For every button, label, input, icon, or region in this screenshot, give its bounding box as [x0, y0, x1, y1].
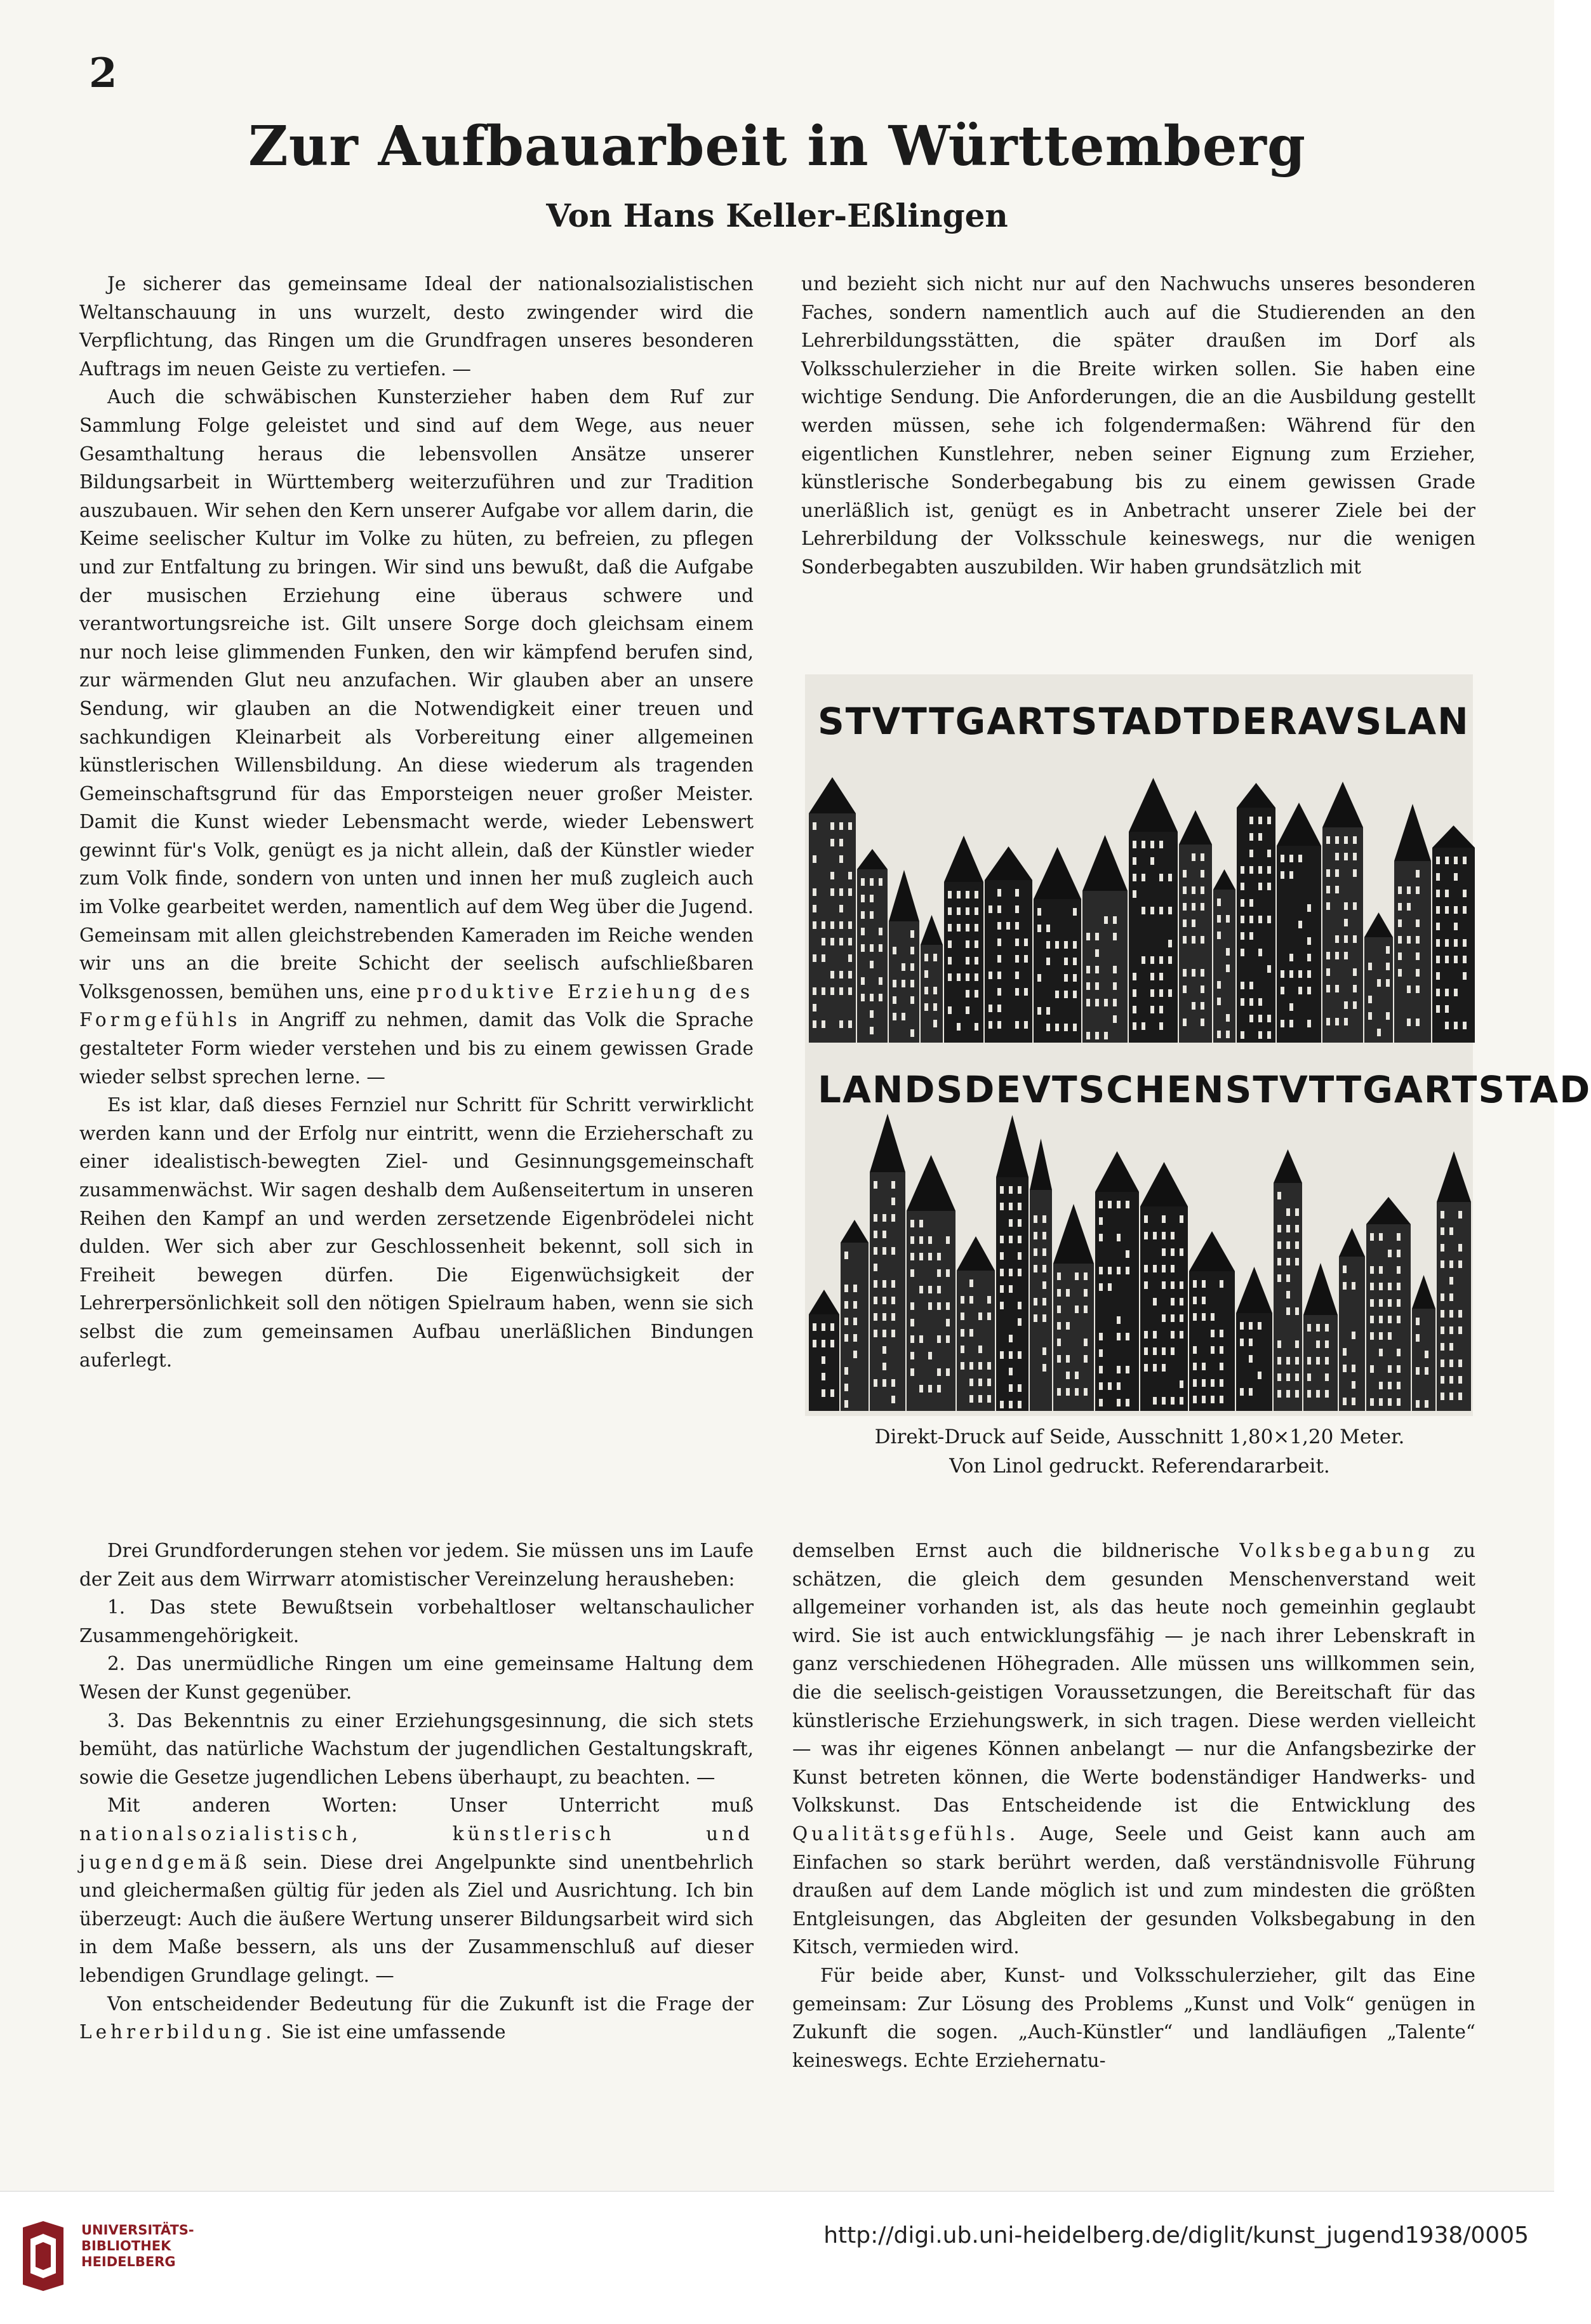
- skyline-building: [1303, 1263, 1338, 1411]
- paragraph-text: Von entscheidender Bedeutung für die Zukunft ist die Frage der: [107, 1993, 754, 2015]
- skyline-building: [1213, 869, 1235, 1043]
- paragraph-text: Mit anderen Worten: Unser Unterricht muß: [107, 1794, 754, 1817]
- spaced-emphasis: Lehrerbildung.: [79, 2021, 276, 2043]
- paragraph: Es ist klar, daß dieses Fernziel nur Schritt für Schritt verwirklicht werden kann und der Erfolg nur eintritt, wenn die Erzieherschaft zu einer idealistisch-bewegten Ziel- und Gesinnungsgemeinschaft zusammenwächst. Wir sagen deshalb dem Außenseitertum in unseren Reihen den Kampf an und werden zersetzende Eigenbrödelei nicht dulden. Wer sich aber zur Geschlossenheit bekennt, soll sich in Freiheit bewegen dürfen. Die Eigenwüchsigkeit der Lehrerpersönlichkeit soll den nötigen Spielraum haben, wenn sie sich selbst die zum gemeinsamen Aufbau unerläßlichen Bindungen auferlegt.: [79, 1094, 754, 1371]
- skyline-building: [889, 870, 919, 1043]
- library-logo-text: [81, 2222, 194, 2270]
- paragraph-text: zu schätzen, die gleich dem gesunden Menschenverstand weit allgemeiner vorhanden ist, als das heute noch gemeinhin geglaubt wird. Sie ist auch entwicklungsfähig — je nach ihrer Lebenskraft in ganz verschiedenen Höhegraden. Alle müssen uns willkommen sein, die die seelisch-geistigen Voraussetzungen, die Bereitschaft für das künstlerische Erziehungswerk, in sich tragen. Diese werden vielleicht — was ihr eigenes Können anbelangt — nur die Anfangsbezirke der Kunst betreten können, die Werte bodenständiger Handwerks- und Volkskunst. Das Entscheidende ist die Entwicklung des: [792, 1540, 1475, 1817]
- skyline-building: [1322, 782, 1363, 1043]
- caption-line: Von Linol gedruckt. Referendararbeit.: [949, 1455, 1330, 1478]
- skyline-building: [1277, 803, 1321, 1043]
- artwork-lettering-row-2: [805, 1068, 1591, 1111]
- skyline-building: [1053, 1204, 1094, 1411]
- skyline-building: [1237, 783, 1275, 1043]
- skyline-building: [1034, 847, 1081, 1043]
- text-column-left-bottom: [79, 1537, 754, 2047]
- paragraph: und bezieht sich nicht nur auf den Nachwuchs unseres besonderen Faches, sondern namentlich auch auf die Studierenden an den Lehrerbildungsstätten, die später draußen im Dorf als Volksschulerzieher in die Breite wirken sollen. Sie haben eine wichtige Sendung. Die Anforderungen, die an die Ausbildung gestellt werden müssen, sehe ich folgendermaßen: Während für den eigentlichen Kunstlehrer, neben seiner Eignung zum Erzieher, künstlerische Sonderbegabung bis zu einem gewissen Grade unerläßlich ist, genügt es in Anbetracht unserer Ziele bei der Lehrerbildung der Volksschule keineswegs, nur die wenigen Sonderbegabten auszubilden. Wir haben grundsätzlich mit: [801, 273, 1475, 578]
- skyline-building: [996, 1115, 1028, 1411]
- skyline-building: [921, 915, 943, 1043]
- text-column-left-top: [79, 270, 754, 1374]
- figure-caption: [787, 1422, 1492, 1481]
- paragraph: Je sicherer das gemeinsame Ideal der nationalsozialistischen Weltanschauung in uns wurzelt, desto zwingender wird die Verpflichtung, das Ringen um die Grundfragen unseres besonderen Auftrags im neuen Geiste zu vertiefen. —: [79, 273, 754, 380]
- skyline-building: [1364, 912, 1393, 1043]
- spaced-emphasis: nationalsozialistisch, künstlerisch und jugendgemäß: [79, 1822, 754, 1873]
- skyline-building: [1412, 1275, 1435, 1411]
- paragraph: Drei Grundforderungen stehen vor jedem. Sie müssen uns im Laufe der Zeit aus dem Wirrwarr atomistischer Vereinzelung herausheben:: [79, 1540, 754, 1590]
- skyline-building: [1274, 1149, 1302, 1411]
- paragraph-text: in Angriff zu nehmen, damit das Volk die Sprache gestalteter Form wieder verstehen und bis zu einem gewissen Grade wieder selbst sprechen lerne. —: [79, 1009, 754, 1088]
- page-number: 2: [89, 50, 117, 97]
- skyline-building: [985, 846, 1032, 1043]
- skyline-building: [1030, 1139, 1052, 1411]
- skyline-building: [870, 1114, 905, 1411]
- skyline-building: [1189, 1231, 1235, 1411]
- list-item: 1. Das stete Bewußtsein vorbehaltloser weltanschaulicher Zusammengehörigkeit.: [79, 1596, 754, 1646]
- skyline-building: [907, 1155, 955, 1411]
- paragraph: [79, 1791, 754, 1989]
- paragraph-text: Auch die schwäbischen Kunsterzieher haben dem Ruf zur Sammlung Folge geleistet und sind auf dem Wege, aus neuer Gesamthaltung heraus die lebensvollen Ansätze unserer Bildungsarbeit in Württemberg weiterzuführen und zur Tradition auszubauen. Wir sehen den Kern unserer Aufgabe vor allem darin, die Keime seelischer Kultur im Volke zu hüten, zu befreien, zu pflegen und zur Entfaltung zu bringen. Wir sind uns bewußt, daß die Aufgabe der musischen Erziehung eine überaus schwere und verantwortungsreiche ist. Gilt unsere Sorge doch gleichsam einem nur noch leise glimmenden Funken, den wir kämpfend berufen sind, zur wärmenden Glut neu anzufachen. Wir glauben aber an unsere Sendung, wir glauben an die Notwendigkeit einer treuen und sachkundigen Kleinarbeit als Vorbereitung einer allgemeinen künstlerischen Willensbildung. An diese wiederum als tragenden Gemeinschaftsgrund für das Emporsteigen neuer großer Meister. Damit die Kunst wieder Lebensmacht werde, wieder Lebenswert gewinnt für's Volk, genügt es ja nicht allein, daß der Künstler wieder zum Volk finde, sondern von unten und innen her muß zugleich auch im Volke gearbeitet werden, namentlich auf dem Weg über die Jugend. Gemeinsam mit allen gleichstrebenden Kameraden im Reiche wenden wir uns an die breite Schicht der seelisch aufschließbaren Volksgenossen, bemühen uns, eine: [79, 386, 754, 1003]
- city-skyline-illustration: [805, 744, 1473, 1043]
- text-column-right-top: [801, 270, 1475, 582]
- spaced-emphasis: Qualitätsgefühls.: [792, 1822, 1020, 1845]
- artwork-word: STVTTGART: [1225, 1068, 1479, 1111]
- paragraph-text: sein. Diese drei Angelpunkte sind unentbehrlich und gleichermaßen gültig für jeden als Ziel und Ausrichtung. Ich bin überzeugt: Auch die äußere Wertung unserer Bildungsarbeit wird sich in dem Maße bessern, als uns der Zusammenschluß auf dieser lebendigen Grundlage gelingt. —: [79, 1851, 754, 1986]
- artwork-word: AVSLAN: [1298, 700, 1470, 743]
- library-footer: [0, 2191, 1554, 2324]
- skyline-building: [1432, 825, 1475, 1043]
- skyline-building: [1339, 1228, 1365, 1411]
- paragraph-text: Auge, Seele und Geist kann auch am Einfachen so stark berührt werden, daß verständnisvolle Führung draußen auf dem Lande möglich ist und zum mindesten die größten Entgleisungen, das Abgleiten der gesunden Volksbegabung in den Kitsch, vermieden wird.: [792, 1822, 1475, 1958]
- caption-line: Direkt-Druck auf Seide, Ausschnitt 1,80×1,20 Meter.: [874, 1426, 1405, 1448]
- list-item: 3. Das Bekenntnis zu einer Erziehungsgesinnung, die sich stets bemüht, das natürliche Wachstum der jugendlichen Gestaltungskraft, sowie die Gesetze jugendlichen Lebens überhaupt, zu beachten. —: [79, 1709, 754, 1788]
- spaced-emphasis: Volksbegabung: [1239, 1540, 1434, 1561]
- linocut-artwork: [805, 674, 1591, 1416]
- skyline-building: [1082, 835, 1128, 1043]
- artwork-word: DER: [1210, 700, 1298, 743]
- skyline-building: [1140, 1162, 1188, 1411]
- paragraph: [79, 1990, 754, 2047]
- text-column-right-bottom: [792, 1537, 1475, 2074]
- skyline-building: [1236, 1267, 1272, 1411]
- artwork-word: STADT: [1070, 700, 1211, 743]
- artwork-lettering-row-1: [805, 700, 1473, 743]
- source-url-link[interactable]: http://digi.ub.uni-heidelberg.de/diglit/kunst_jugend1938/0005: [823, 2222, 1529, 2248]
- skyline-building: [857, 849, 888, 1043]
- skyline-building: [1366, 1197, 1411, 1411]
- skyline-building: [1179, 810, 1212, 1043]
- paragraph-text: demselben Ernst auch die bildnerische: [792, 1540, 1220, 1561]
- artwork-word: STAD: [1478, 1068, 1591, 1111]
- city-skyline-illustration: [805, 1112, 1473, 1411]
- spaced-emphasis: produktive Erziehung des Formgefühls: [79, 980, 754, 1031]
- skyline-building: [841, 1220, 869, 1411]
- list-item: 2. Das unermüdliche Ringen um eine gemeinsame Haltung dem Wesen der Kunst gegenüber.: [79, 1653, 754, 1703]
- paragraph: Für beide aber, Kunst- und Volksschulerzieher, gilt das Eine gemeinsam: Zur Lösung des Problems „Kunst und Volk“ genügen in Zukunft die sogen. „Auch-Künstler“ und landläufigen „Talente“ keineswegs. Echte Erziehernatu-: [792, 1964, 1475, 2071]
- logo-line: UNIVERSITÄTS-: [81, 2222, 194, 2238]
- skyline-building: [1437, 1151, 1471, 1411]
- article-title: Zur Aufbauarbeit in Württemberg: [248, 114, 1306, 178]
- artwork-word: STVTTGART: [818, 700, 1071, 743]
- skyline-building: [1095, 1151, 1139, 1411]
- skyline-building: [1394, 804, 1431, 1043]
- university-library-logo-icon[interactable]: [17, 2221, 70, 2291]
- paragraph: [792, 1537, 1475, 1961]
- skyline-building: [944, 836, 983, 1043]
- paragraph: [79, 383, 754, 1091]
- logo-line: HEIDELBERG: [81, 2254, 176, 2269]
- logo-line: BIBLIOTHEK: [81, 2238, 171, 2254]
- skyline-building: [809, 777, 856, 1043]
- skyline-building: [809, 1290, 839, 1411]
- skyline-building: [1129, 778, 1178, 1043]
- skyline-building: [957, 1236, 995, 1411]
- paragraph-text: Sie ist eine umfassende: [281, 2021, 506, 2043]
- artwork-word: LANDSDEVTSCHEN: [818, 1068, 1225, 1111]
- article-author: Von Hans Keller-Eßlingen: [546, 197, 1008, 234]
